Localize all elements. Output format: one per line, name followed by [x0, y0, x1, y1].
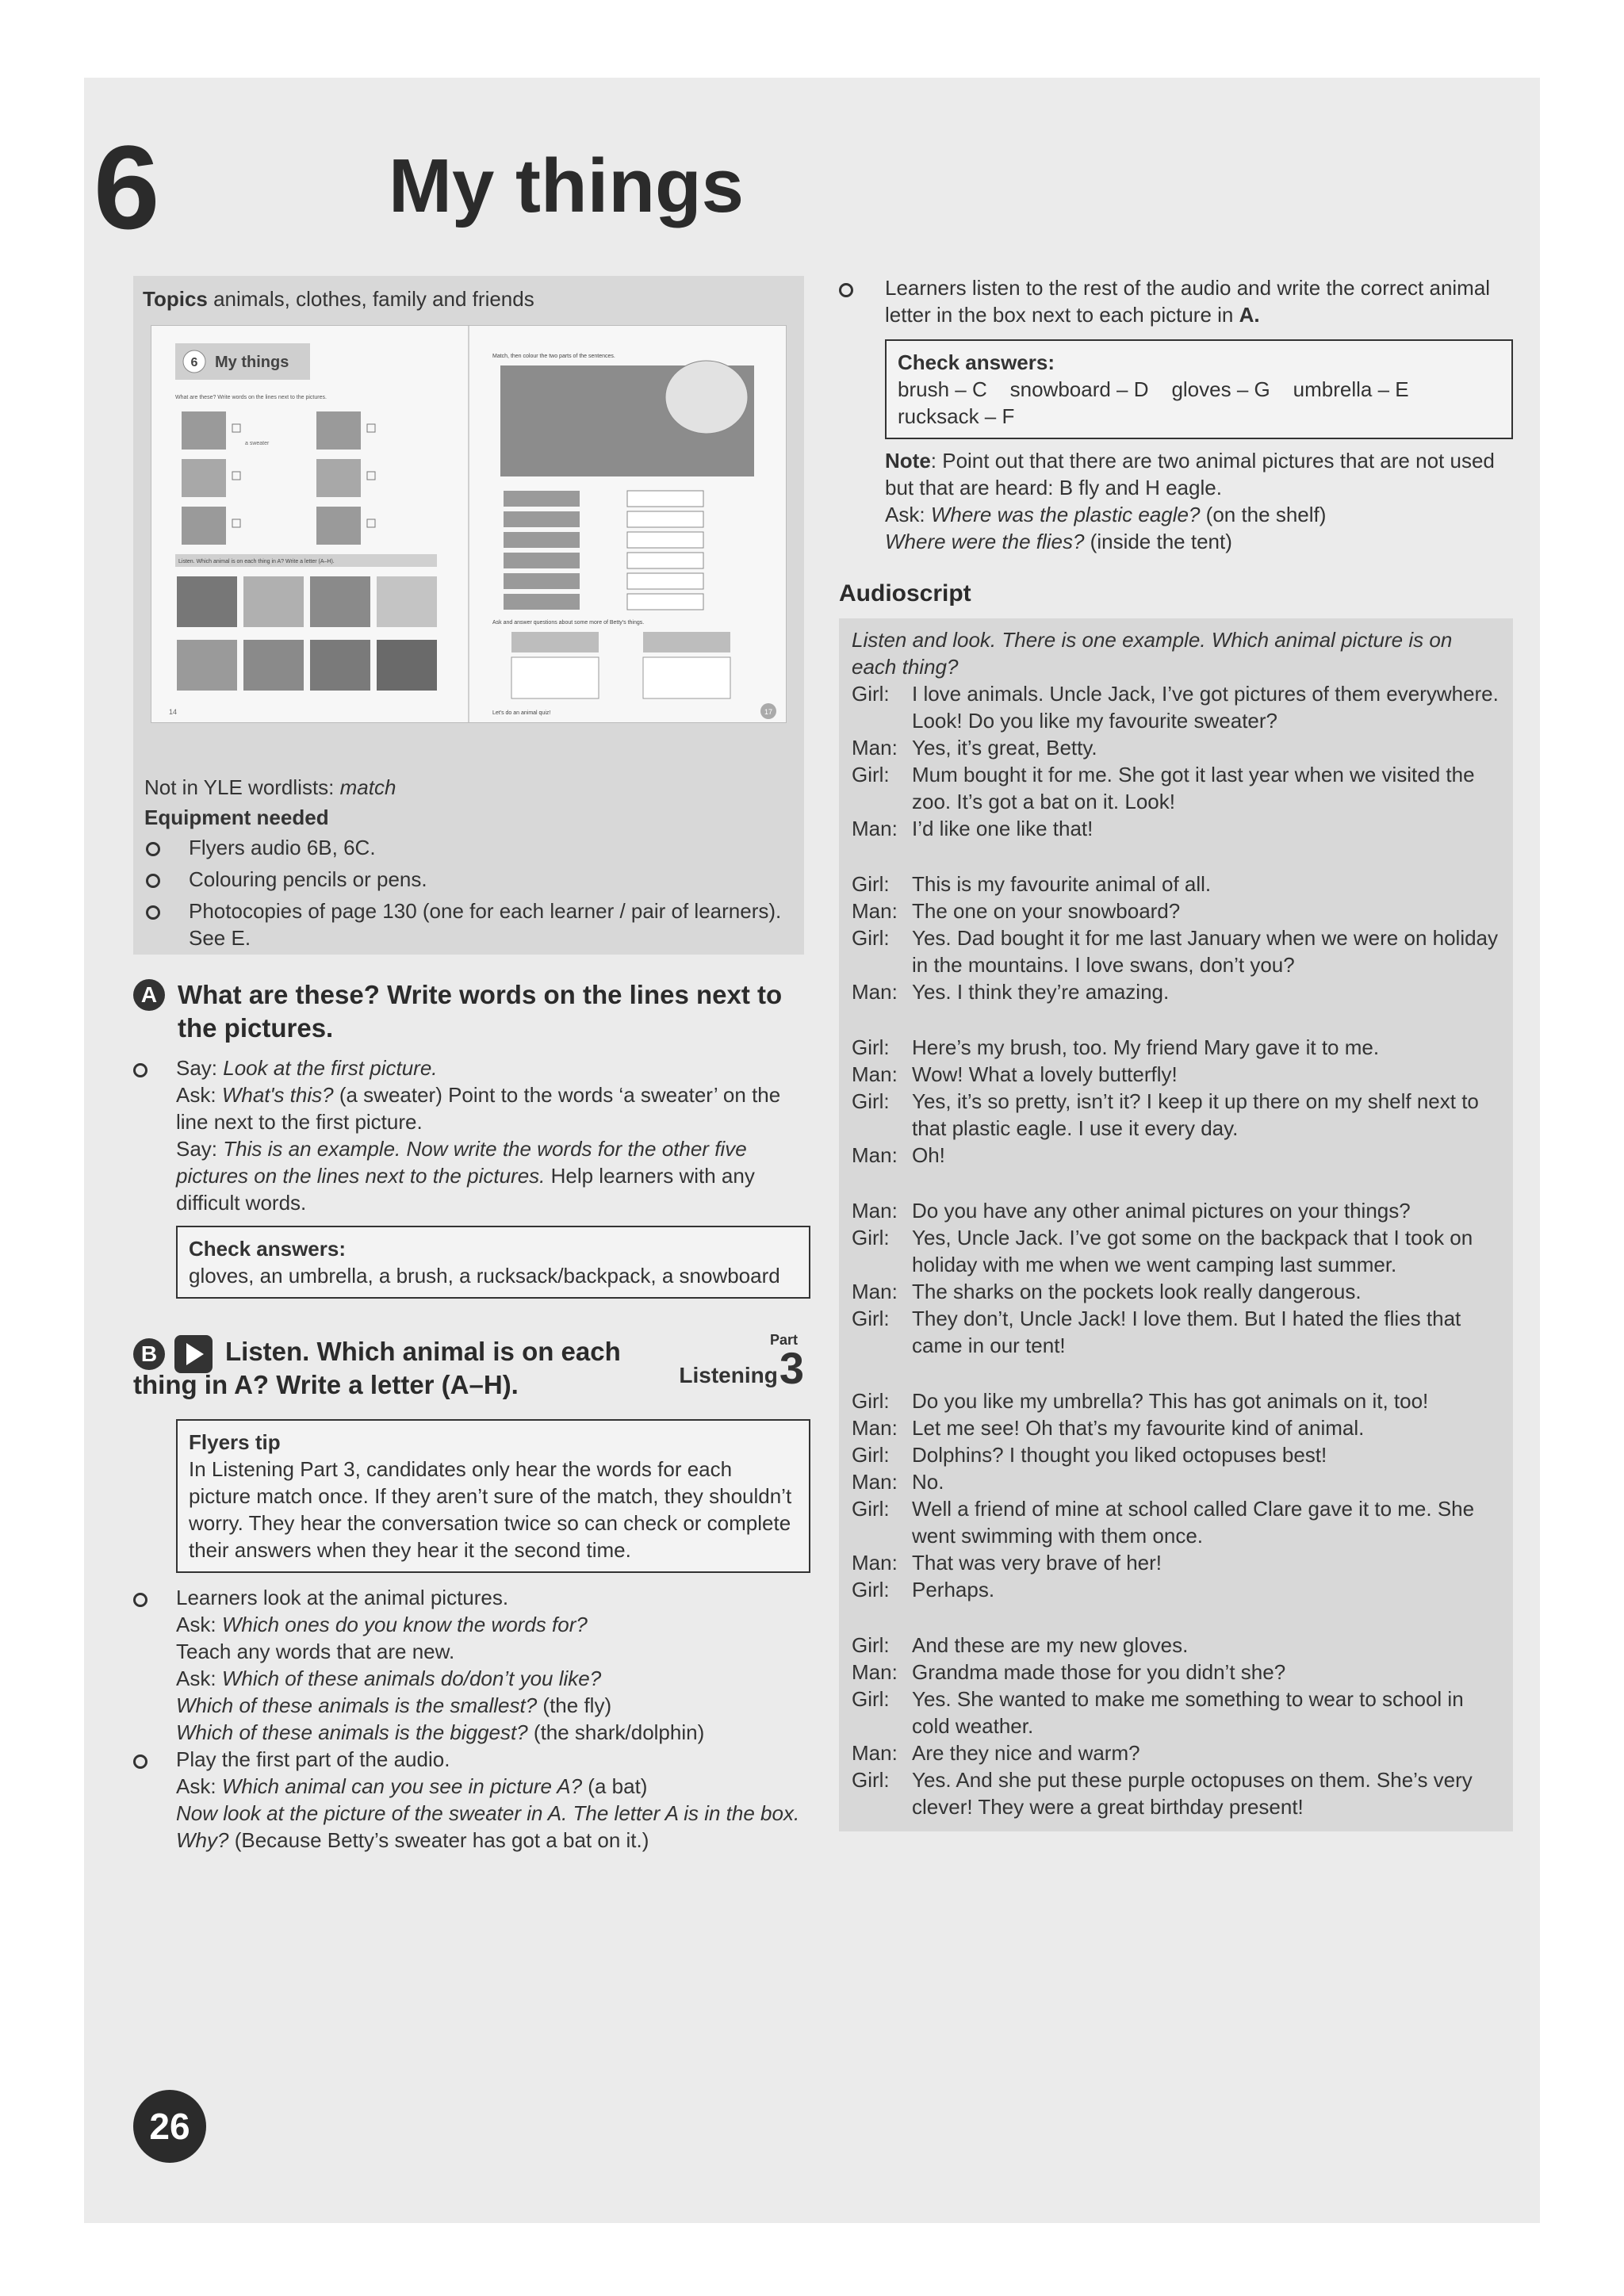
bullet-icon [146, 905, 160, 920]
thumb-left-page-number: 14 [169, 708, 178, 716]
dialogue-text: Yes, Uncle Jack. I’ve got some on the backpack that I took on holiday with me when we went camping last summer. [912, 1226, 1473, 1276]
speaker-label: Man: [852, 1416, 898, 1440]
step-text: Learners look at the animal pictures. [176, 1586, 509, 1609]
thumb-keyboard-picture [511, 632, 599, 652]
ask-line [176, 1692, 804, 1719]
ask-label: Ask: [176, 1667, 216, 1690]
thumbnail-pages [151, 326, 786, 722]
ask-question: Which of these animals do/don’t you like? [221, 1667, 602, 1690]
dialogue-line [852, 924, 1500, 978]
topics-line [143, 287, 534, 312]
audioscript-box [839, 618, 1513, 1831]
ask-answer: (on the shelf) [1200, 503, 1327, 526]
audioscript-intro: Listen and look. There is one example. Which animal picture is on each thing? [852, 628, 1453, 679]
dialogue-text: Mum bought it for me. She got it last year when we visited the zoo. It’s got a bat on it. Look! [912, 763, 1475, 813]
audioscript-heading: Audioscript [839, 580, 971, 607]
bullet-icon [133, 1593, 147, 1607]
dialogue-text: Let me see! Oh that’s my favourite kind of animal. [912, 1416, 1365, 1440]
dialogue-line [852, 1061, 1500, 1088]
dialogue-text: Yes. She wanted to make me something to wear to school in cold weather. [912, 1687, 1464, 1738]
speaker-label: Man: [852, 1280, 898, 1303]
right-check-answers [885, 339, 1513, 439]
dialogue-text: Perhaps. [912, 1578, 995, 1601]
dialogue-text: Oh! [912, 1143, 945, 1167]
dialogue-text: No. [912, 1470, 944, 1494]
section-b-letter-icon: B [133, 1338, 165, 1370]
step-text: Play the first part of the audio. [176, 1747, 450, 1771]
flyers-tip-box [176, 1419, 810, 1573]
ask-line [176, 1773, 804, 1800]
check-answers-title: Check answers: [189, 1237, 346, 1261]
thumb-brush-picture [316, 459, 361, 497]
thumb-ex-d-instruction: Ask and answer questions about some more of Betty's things. [492, 620, 645, 626]
dialogue-line [852, 1686, 1500, 1739]
equipment-list [144, 834, 795, 956]
thumb-butterfly-picture [310, 576, 370, 627]
section-a-check-answers [176, 1226, 810, 1299]
dialogue-text: Yes, it’s great, Betty. [912, 736, 1097, 760]
dialogue-gap [852, 842, 1500, 871]
thumb-sentence-half [627, 553, 703, 568]
thumb-ex-c-instruction: Match, then colour the two parts of the sentences. [492, 354, 615, 359]
thumb-umbrella-picture [182, 459, 226, 497]
ask-question: Which ones do you know the words for? [221, 1613, 588, 1636]
dialogue-text: I love animals. Uncle Jack, I’ve got pictures of them everywhere. Look! Do you like my favourite sweater? [912, 682, 1499, 733]
ask-question: Where was the plastic eagle? [930, 503, 1201, 526]
dialogue-text: Yes. Dad bought it for me last January when we were on holiday in the mountains. I love swans, don’t you? [912, 926, 1499, 977]
say-text: This is an example. Now write the words for the other five pictures on the lines next to the pictures. [176, 1137, 747, 1188]
answer: gloves – G [1171, 377, 1270, 401]
ask-answer: (a bat) [582, 1774, 648, 1798]
unit-title: My things [389, 144, 744, 228]
speaker-label: Man: [852, 1470, 898, 1494]
ask-question: Which of these animals is the smallest? [176, 1693, 538, 1717]
ask-label: Ask: [176, 1774, 216, 1798]
flyers-tip-text: In Listening Part 3, candidates only hear the words for each picture match once. If they aren’t sure of the match, they shouldn’t worry. They hear the conversation twice so can check or complete their answers when they hear it the second time. [189, 1457, 792, 1562]
dialogue-line [852, 1224, 1500, 1278]
dialogue-text: The sharks on the pockets look really dangerous. [912, 1280, 1362, 1303]
dialogue-text: Do you have any other animal pictures on your things? [912, 1199, 1411, 1223]
dialogue-line [852, 1549, 1500, 1576]
note-text: : Point out that there are two animal pictures that are not used but that are heard: B fly and H eagle. [885, 449, 1495, 499]
section-b-heading-row [133, 1332, 804, 1408]
dialogue-text: Do you like my umbrella? This has got animals on it, too! [912, 1389, 1429, 1413]
ask-question: Where were the flies? [885, 530, 1085, 553]
section-a-letter-icon: A [133, 979, 165, 1011]
thumb-snowboard-picture [316, 507, 361, 545]
section-a-step [133, 1054, 804, 1216]
thumb-sentence-half [504, 491, 580, 507]
thumb-sentence-half [504, 573, 580, 589]
section-b-step [133, 1584, 804, 1746]
ask-line [885, 501, 1513, 528]
ask-answer: (inside the tent) [1084, 530, 1232, 553]
thumb-sentence-half [627, 491, 703, 507]
dialogue-line [852, 1659, 1500, 1686]
check-answers-title: Check answers: [898, 350, 1055, 374]
thumb-title: My things [215, 354, 289, 371]
yle-note-word: match [339, 775, 396, 799]
ask-line [176, 1081, 804, 1135]
dialogue-gap [852, 1359, 1500, 1387]
dialogue-text: And these are my new gloves. [912, 1633, 1189, 1657]
thumb-sentence-half [504, 532, 580, 548]
dialogue-line [852, 1414, 1500, 1441]
section-a-heading: What are these? Write words on the lines next to the pictures. [178, 980, 783, 1043]
dialogue-line [852, 1576, 1500, 1603]
ask-question: Which of these animals is the biggest? [176, 1720, 528, 1744]
dialogue-line [852, 1142, 1500, 1169]
equipment-item [144, 897, 795, 951]
equipment-item [144, 834, 795, 861]
speaker-label: Man: [852, 1660, 898, 1684]
flyers-tip-title: Flyers tip [189, 1430, 281, 1454]
dialogue-line [852, 761, 1500, 815]
dialogue-line [852, 1387, 1500, 1414]
section-a [133, 978, 804, 1854]
thumb-swan-picture [377, 576, 437, 627]
speaker-label: Girl: [852, 872, 890, 896]
thumb-sweater-picture [182, 411, 226, 450]
speaker-label: Girl: [852, 1089, 890, 1113]
dialogue-text: Wow! What a lovely butterfly! [912, 1062, 1178, 1086]
bullet-icon [146, 842, 160, 856]
check-answers-text: gloves, an umbrella, a brush, a rucksack/backpack, a snowboard [189, 1264, 780, 1288]
section-b-heading: Listen. Which animal is on each thing in A? Write a letter (A–H). [133, 1337, 621, 1399]
speaker-label: Girl: [852, 682, 890, 706]
equipment-item-text: Flyers audio 6B, 6C. [189, 836, 376, 859]
dialogue-line [852, 1739, 1500, 1766]
ask-answer: (the shark/dolphin) [527, 1720, 705, 1744]
equipment-item-text: Photocopies of page 130 (one for each learner / pair of learners). See E. [189, 899, 782, 950]
speaker-label: Girl: [852, 1443, 890, 1467]
say-label: Say: [176, 1137, 218, 1161]
dialogue-text: Are they nice and warm? [912, 1741, 1140, 1765]
thumb-rucksack-picture [182, 507, 226, 545]
speaker-label: Man: [852, 980, 898, 1004]
dialogue-text: This is my favourite animal of all. [912, 872, 1212, 896]
thumb-ex-b-instruction: Listen. Which animal is on each thing in A? Write a letter (A–H). [178, 559, 335, 564]
intro-bold: A. [1239, 303, 1260, 327]
dialogue-line [852, 1441, 1500, 1468]
dialogue-text: That was very brave of her! [912, 1551, 1162, 1575]
dialogue-line [852, 815, 1500, 842]
ask-line [176, 1611, 804, 1638]
ask-label: Ask: [885, 503, 925, 526]
thumb-sentence-half [504, 553, 580, 568]
speaker-label: Man: [852, 899, 898, 923]
speaker-label: Girl: [852, 1633, 890, 1657]
speaker-label: Girl: [852, 1226, 890, 1249]
ask-line [885, 528, 1513, 555]
ask-line [176, 1719, 804, 1746]
note-label: Note [885, 449, 931, 473]
speaker-label: Man: [852, 1143, 898, 1167]
thumb-fly-picture [243, 576, 304, 627]
ask-answer: (the fly) [537, 1693, 612, 1717]
speaker-label: Man: [852, 1551, 898, 1575]
thumb-question-table [511, 657, 599, 698]
dialogue-line [852, 1766, 1500, 1820]
ask-label: Ask: [176, 1083, 216, 1107]
part-word: Part [769, 1332, 798, 1348]
answer: rucksack – F [898, 404, 1015, 428]
thumb-sentence-half [627, 594, 703, 610]
equipment-item [144, 866, 795, 893]
ask-question: What's this? [221, 1083, 334, 1107]
section-b-step [133, 1746, 804, 1854]
part-number: 3 [779, 1343, 804, 1393]
ask-question: Which animal can you see in picture A? [221, 1774, 583, 1798]
dialogue-line [852, 1632, 1500, 1659]
part-name-row [679, 1343, 804, 1393]
student-book-thumbnail [151, 325, 787, 723]
dialogue-text: Here’s my brush, too. My friend Mary gave it to me. [912, 1035, 1380, 1059]
thumb-right-page-number: 17 [764, 708, 773, 716]
dialogue-line [852, 1305, 1500, 1359]
thumb-sentence-half [504, 594, 580, 610]
right-column [839, 274, 1513, 1831]
say-text: Look at the first picture. [223, 1056, 438, 1080]
thumb-sentence-half [504, 511, 580, 527]
answer: umbrella – E [1293, 377, 1409, 401]
dialogue-line [852, 734, 1500, 761]
dialogue-text: Well a friend of mine at school called Clare gave it to me. She went swimming with them once. [912, 1497, 1475, 1548]
ask-line [176, 1665, 804, 1692]
topics-box [133, 276, 804, 955]
right-intro-step [839, 274, 1513, 328]
speaker-label: Girl: [852, 1497, 890, 1521]
dialogue-line [852, 1468, 1500, 1495]
note-line [885, 447, 1513, 501]
ask-label: Ask: [176, 1613, 216, 1636]
dialogue-line [852, 1197, 1500, 1224]
topics-label: Topics [143, 287, 208, 311]
thumb-sentence-half [627, 511, 703, 527]
dialogue-line [852, 680, 1500, 734]
dialogue-line [852, 978, 1500, 1005]
thumb-gloves-picture [316, 411, 361, 450]
say-line [176, 1135, 804, 1216]
dialogue-line [852, 871, 1500, 897]
topics-text: animals, clothes, family and friends [213, 287, 534, 311]
speaker-label: Girl: [852, 763, 890, 786]
dialogue-text: Yes. And she put these purple octopuses on them. She’s very clever! They were a great birthday present! [912, 1768, 1473, 1819]
answer: snowboard – D [1009, 377, 1149, 401]
ask-answer: (Because Betty’s sweater has got a bat on it.) [228, 1828, 649, 1852]
page-number: 26 [133, 2090, 206, 2163]
section-a-heading-row [133, 978, 804, 1045]
unit-number: 6 [94, 121, 157, 254]
thumb-ex-a-instruction: What are these? Write words on the lines next to the pictures. [175, 395, 327, 400]
step-text: Teach any words that are new. [176, 1640, 455, 1663]
speaker-label: Man: [852, 1199, 898, 1223]
thumb-example-word: a sweater [245, 441, 270, 446]
bullet-icon [133, 1063, 147, 1077]
thumb-octopus-picture [310, 640, 370, 691]
speaker-label: Girl: [852, 926, 890, 950]
speaker-label: Girl: [852, 1687, 890, 1711]
dialogue-line [852, 1495, 1500, 1549]
ask-rest: (a sweater) Point to the words ‘a sweater’ on the line next to the first picture. [176, 1083, 781, 1134]
bullet-icon [146, 874, 160, 888]
dialogue-line [852, 1278, 1500, 1305]
say-rest: Help learners with any difficult words. [176, 1164, 755, 1215]
equipment-heading: Equipment needed [144, 806, 329, 829]
dialogue-gap [852, 1603, 1500, 1632]
dialogue-text: Dolphins? I thought you liked octopuses best! [912, 1443, 1327, 1467]
speaker-label: Man: [852, 1741, 898, 1765]
dialogue-gap [852, 1005, 1500, 1034]
say-label: Say: [176, 1056, 218, 1080]
thumb-eagle-picture [377, 640, 437, 691]
thumb-dolphin-picture [177, 640, 237, 691]
bullet-icon [839, 283, 853, 297]
speaker-label: Girl: [852, 1578, 890, 1601]
yle-wordlist-note [144, 775, 396, 800]
thumb-violin-picture [643, 632, 730, 652]
dialogue-text: I’d like one like that! [912, 817, 1094, 840]
right-note [885, 447, 1513, 555]
dialogue-line [852, 1034, 1500, 1061]
dialogue-text: Grandma made those for you didn’t she? [912, 1660, 1286, 1684]
thumb-thought-bubble [665, 361, 748, 434]
speaker-label: Girl: [852, 1389, 890, 1413]
speaker-label: Man: [852, 736, 898, 760]
thumb-question-table [643, 657, 730, 698]
answer: brush – C [898, 377, 987, 401]
dialogue-text: They don’t, Uncle Jack! I love them. But I hated the flies that came in our tent! [912, 1307, 1461, 1357]
speaker-label: Man: [852, 817, 898, 840]
dialogue-line [852, 1088, 1500, 1142]
audioscript-lines [852, 680, 1500, 1820]
dialogue-text: The one on your snowboard? [912, 899, 1181, 923]
thumb-unit-badge: 6 [190, 356, 198, 369]
dialogue-text: Yes. I think they’re amazing. [912, 980, 1170, 1004]
bullet-icon [133, 1755, 147, 1769]
speaker-label: Girl: [852, 1768, 890, 1792]
speaker-label: Man: [852, 1062, 898, 1086]
ask-line [176, 1800, 804, 1854]
speaker-label: Girl: [852, 1307, 890, 1330]
dialogue-line [852, 897, 1500, 924]
speaker-label: Girl: [852, 1035, 890, 1059]
thumb-ex-e-instruction: Let's do an animal quiz! [492, 710, 551, 716]
thumb-sentence-half [627, 532, 703, 548]
ask-question: Now look at the picture of the sweater in A. The letter A is in the box. Why? [176, 1801, 800, 1852]
listening-part-label [679, 1332, 804, 1393]
say-line [176, 1054, 804, 1081]
intro-text: Learners listen to the rest of the audio and write the correct animal letter in the box next to each picture in [885, 276, 1491, 327]
equipment-item-text: Colouring pencils or pens. [189, 867, 427, 891]
part-name: Listening [679, 1363, 778, 1387]
thumb-sentence-half [627, 573, 703, 589]
dialogue-text: Yes, it’s so pretty, isn’t it? I keep it up there on my shelf next to that plastic eagle. I use it every day. [912, 1089, 1479, 1140]
dialogue-gap [852, 1169, 1500, 1197]
yle-note-text: Not in YLE wordlists: [144, 775, 335, 799]
thumb-shark-picture [243, 640, 304, 691]
thumb-bat-picture [177, 576, 237, 627]
